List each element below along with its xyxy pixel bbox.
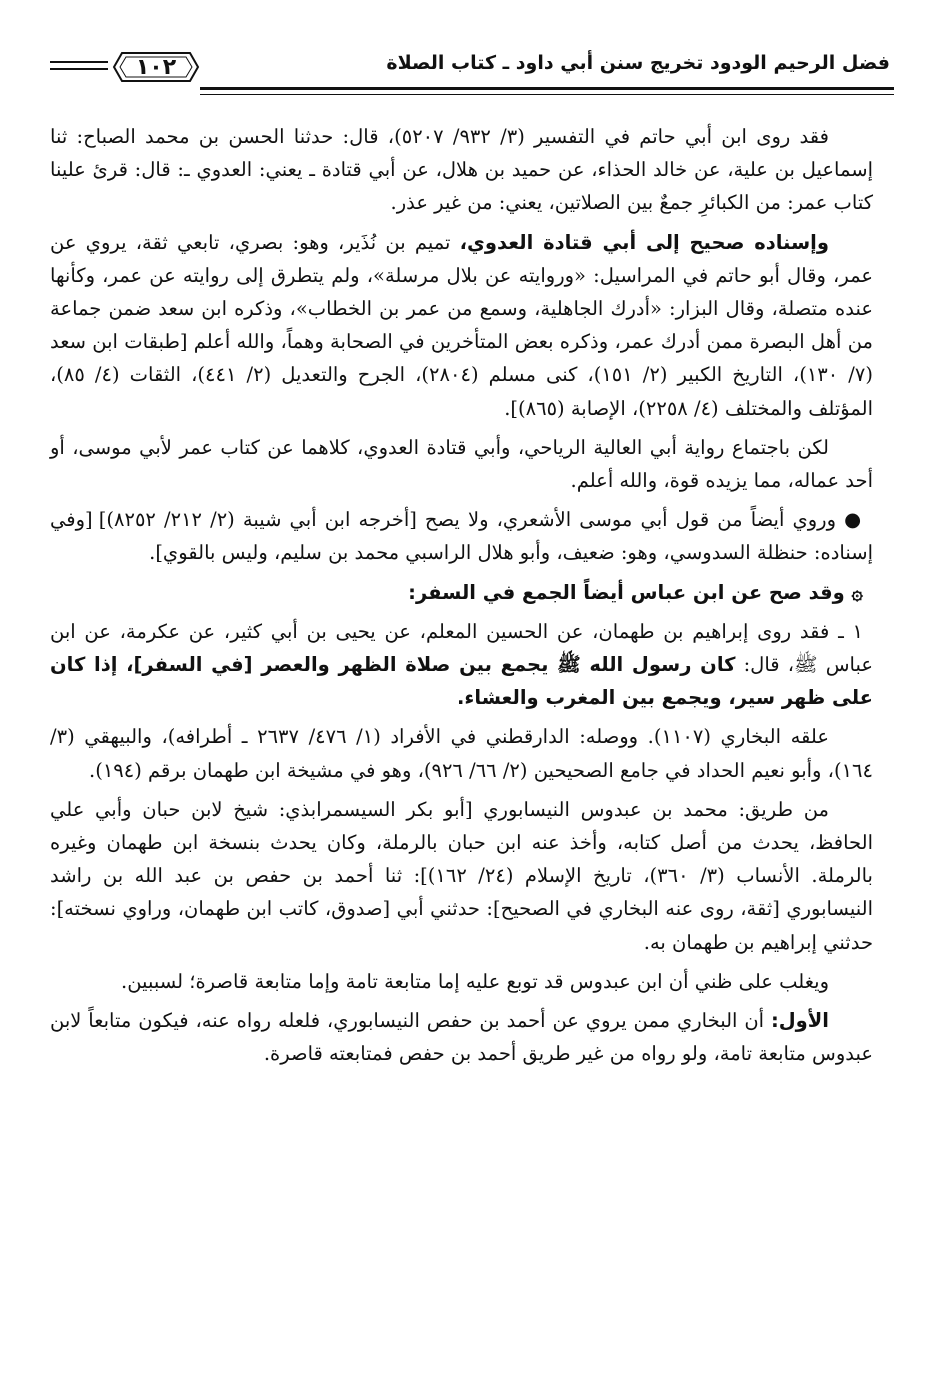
running-title: فضل الرحيم الودود تخريج سنن أبي داود ـ كتاب الصلاة <box>386 52 890 74</box>
paragraph-9: ويغلب على ظني أن ابن عبدوس قد توبع عليه إما متابعة تامة وإما متابعة قاصرة؛ لسببين. <box>121 969 829 993</box>
paragraph-3: لكن باجتماع رواية أبي العالية الرياحي، وأبي قتادة العدوي، كلاهما عن كتاب عمر لأبي موسى، أو أحد عماله، مما يزيده قوة، والله أعلم. <box>50 435 873 493</box>
header-rule-thick <box>200 87 894 90</box>
paragraph-2 <box>50 226 873 425</box>
section-heading: ۞ وقد صح عن ابن عباس أيضاً الجمع في السفر: <box>408 580 863 604</box>
paragraph-10 <box>50 1004 873 1070</box>
paragraph-4 <box>50 503 873 569</box>
isnad-verdict: وإسناده صحيح إلى أبي قتادة العدوي، <box>459 230 829 254</box>
paragraph-6-text: ١ ـ فقد روى إبراهيم بن طهمان، عن الحسين المعلم، عن يحيى بن أبي كثير، عن عكرمة، عن ابن عباس ﷺ، قال: <box>50 619 873 677</box>
page-number-frame <box>112 50 200 84</box>
header-ornament-lines <box>50 61 108 75</box>
paragraph-4-text: وروي أيضاً من قول أبي موسى الأشعري، ولا يصح [أخرجه ابن أبي شيبة (٢/ ٢١٢/ ٨٢٥٢)] [وفي إسناده: حنظلة السدوسي، وهو: ضعيف، وأبو هلال الراسبي محمد بن سليم، وليس بالقوي]. <box>50 508 873 565</box>
first-reason-label: الأول: <box>770 1009 829 1033</box>
paragraph-8: من طريق: محمد بن عبدوس النيسابوري [أبو بكر السيسمرابذي: شيخ لابن حبان وأبي علي الحافظ، يحدث من أصل كتابه، وأخذ عنه ابن حبان بالرملة، وكان يحدث بنسخة ابن طهمان وغيره بالرملة. الأنساب (٣/ ٣٦٠)، تاريخ الإسلام (٢٤/ ١٦٢)]: ثنا أحمد بن حفص بن عبد الله بن راشد النيسابوري [ثقة، روى عنه البخاري في الصحيح]: حدثني أبي [صدوق، كاتب ابن طهمان، وراوي نسخته]: حدثني إبراهيم بن طهمان به. <box>50 797 873 954</box>
page-number: ١٠٢ <box>135 54 177 80</box>
paragraph-2-text: تميم بن نُذَير، وهو: بصري، تابعي ثقة، يروي عن عمر، وقال أبو حاتم في المراسيل: «وروايته عن بلال مرسلة»، ولم يتطرق إلى روايته عن عمر، وكأنها عنده متصلة، وقال البزار: «أدرك الجاهلية، وسمع من عمر بن الخطاب»، وذكره ابن سعد ضمن جماعة من أهل البصرة ممن أدرك عمر، وذكره بعض المتأخرين في الصحابة وهماً، والله أعلم [طبقات ابن سعد (٧/ ١٣٠)، التاريخ الكبير (٢/ ١٥١)، كنى مسلم (٢٨٠٤)، الجرح والتعديل (٢/ ٤٤١)، الثقات (٤/ ٨٥)، المؤتلف والمختلف (٤/ ٢٢٥٨)، الإصابة (٨٦٥)]. <box>50 230 873 420</box>
paragraph-7: علقه البخاري (١١٠٧). ووصله: الدارقطني في الأفراد (١/ ٤٧٦/ ٢٦٣٧ ـ أطرافه)، والبيهقي (٣/ ١٦٤)، وأبو نعيم الحداد في جامع الصحيحين (٢/ ٦٦/ ٩٢٦)، وهو في مشيخة ابن طهمان برقم (١٩٤). <box>50 725 873 782</box>
header-rule-thin <box>200 94 894 95</box>
bullet-icon: ● <box>844 508 864 532</box>
hadith-text: كان رسول الله ﷺ يجمع بين صلاة الظهر والعصر [في السفر]، إذا كان على ظهر سير، ويجمع بين المغرب والعشاء. <box>50 653 873 710</box>
page-body <box>50 120 873 1076</box>
paragraph-6 <box>50 615 873 715</box>
paragraph-1: فقد روى ابن أبي حاتم في التفسير (٣/ ٩٣٢/ ٥٢٠٧)، قال: حدثنا الحسن بن محمد الصباح: ثنا إسماعيل بن علية، عن خالد الحذاء، عن حميد بن هلال، عن أبي قتادة ـ يعني: العدوي ـ: قال: قرئ علينا كتاب عمر: من الكبائرِ جمعٌ بين الصلاتين، يعني: من غير عذر. <box>50 125 873 215</box>
paragraph-10-text: أن البخاري ممن يروي عن أحمد بن حفص النيسابوري، فلعله رواه عنه، فيكون متابعاً لابن عبدوس متابعة تامة، ولو رواه من غير طريق أحمد بن حفص فمتابعته قاصرة. <box>50 1009 873 1066</box>
page-header <box>50 44 894 96</box>
